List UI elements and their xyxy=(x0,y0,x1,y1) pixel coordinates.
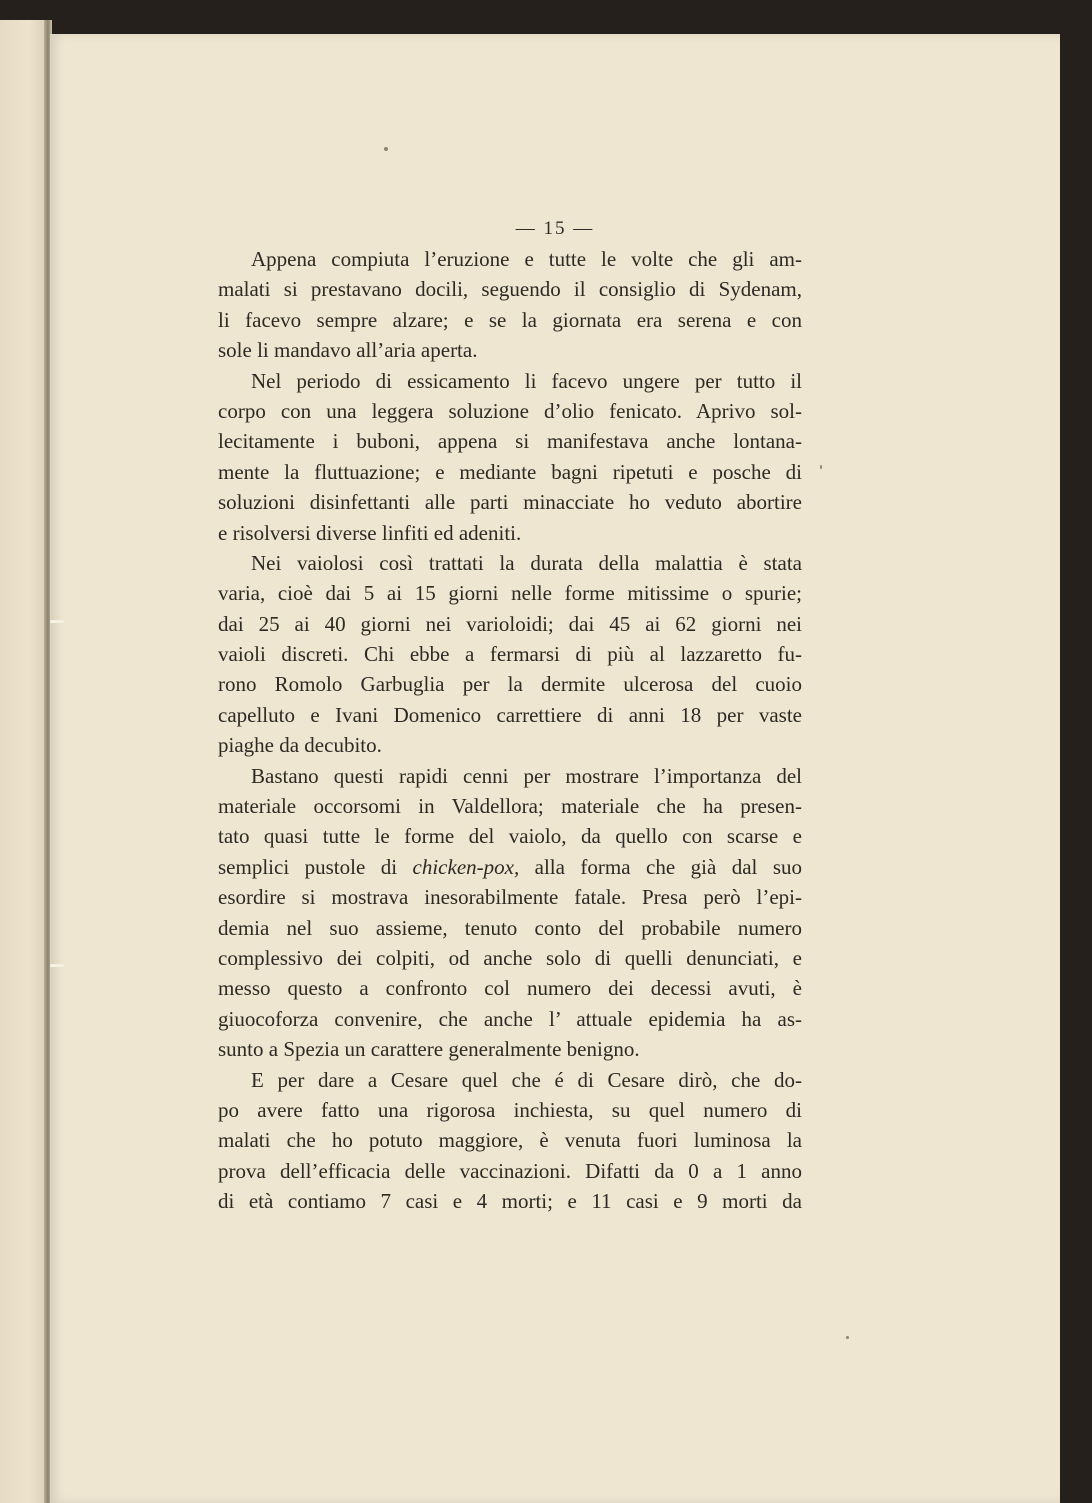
paper-fleck xyxy=(820,465,822,469)
text-line: malati che ho potuto maggiore, è venuta fuori luminosa la xyxy=(218,1128,802,1153)
text-line: e risolversi diverse linfiti ed adeniti. xyxy=(218,520,522,545)
text-line: Appena compiuta l’eruzione e tutte le volte che gli am- xyxy=(251,247,802,271)
text-line: li facevo sempre alzare; e se la giornata era serena e con xyxy=(218,307,802,332)
facing-page-edge xyxy=(0,20,48,1503)
text-line xyxy=(218,852,802,882)
italic-term: chicken-pox, xyxy=(412,854,520,879)
text-line: soluzioni disinfettanti alle parti minacciate ho veduto abortire xyxy=(218,490,802,515)
text-line: sunto a Spezia un carattere generalmente benigno. xyxy=(218,1037,640,1062)
text-line: esordire si mostrava inesorabilmente fatale. Presa però l’epi- xyxy=(218,885,802,910)
text-line: Nel periodo di essicamento li facevo ungere per tutto il xyxy=(251,368,802,393)
text-line: complessivo dei colpiti, od anche solo di quelli denunciati, e xyxy=(218,945,802,970)
text-line: sole li mandavo all’aria aperta. xyxy=(218,338,478,363)
page-number: — 15 — xyxy=(515,218,595,239)
text-line: materiale occorsomi in Valdellora; materiale che ha presen- xyxy=(218,794,802,819)
text-segment: alla forma che già dal suo xyxy=(519,854,802,879)
text-line: di età contiamo 7 casi e 4 morti; e 11 casi e 9 morti da xyxy=(218,1189,802,1214)
text-line: giuocoforza convenire, che anche l’ attuale epidemia ha as- xyxy=(218,1006,802,1031)
text-line: vaioli discreti. Chi ebbe a fermarsi di più al lazzaretto fu- xyxy=(218,642,802,667)
book-page xyxy=(50,34,1060,1503)
text-line: rono Romolo Garbuglia per la dermite ulcerosa del cuoio xyxy=(218,672,802,697)
text-line: corpo con una leggera soluzione d’olio fenicato. Aprivo sol- xyxy=(218,398,802,423)
text-line: prova dell’efficacia delle vaccinazioni. Difatti da 0 a 1 anno xyxy=(218,1158,802,1183)
text-line: varia, cioè dai 5 ai 15 giorni nelle forme mitissime o spurie; xyxy=(218,581,802,606)
text-line: po avere fatto una rigorosa inchiesta, su quel numero di xyxy=(218,1097,802,1122)
text-line: piaghe da decubito. xyxy=(218,733,382,758)
text-segment: semplici pustole di xyxy=(218,854,413,879)
text-line: lecitamente i buboni, appena si manifestava anche lontana- xyxy=(218,429,802,454)
paper-fleck xyxy=(384,147,388,151)
text-line: capelluto e Ivani Domenico carrettiere di anni 18 per vaste xyxy=(218,702,802,727)
text-line: tato quasi tutte le forme del vaiolo, da quello con scarse e xyxy=(218,824,802,849)
paper-fleck xyxy=(846,1336,849,1339)
text-line: demia nel suo assieme, tenuto conto del probabile numero xyxy=(218,915,802,940)
text-line: Bastano questi rapidi cenni per mostrare l’importanza del xyxy=(251,763,802,788)
text-line: E per dare a Cesare quel che é di Cesare dirò, che do- xyxy=(251,1067,802,1092)
text-line: messo questo a confronto col numero dei decessi avuti, è xyxy=(218,976,802,1001)
text-line: mente la fluttuazione; e mediante bagni ripetuti e posche di xyxy=(218,459,802,484)
text-line: Nei vaiolosi così trattati la durata della malattia è stata xyxy=(251,550,802,575)
text-line: malati si prestavano docili, seguendo il consiglio di Sydenam, xyxy=(218,277,802,302)
binding-stitch xyxy=(50,964,64,967)
binding-stitch xyxy=(50,620,64,623)
body-text xyxy=(218,244,802,1217)
text-line: dai 25 ai 40 giorni nei varioloidi; dai 45 ai 62 giorni nei xyxy=(218,611,802,636)
